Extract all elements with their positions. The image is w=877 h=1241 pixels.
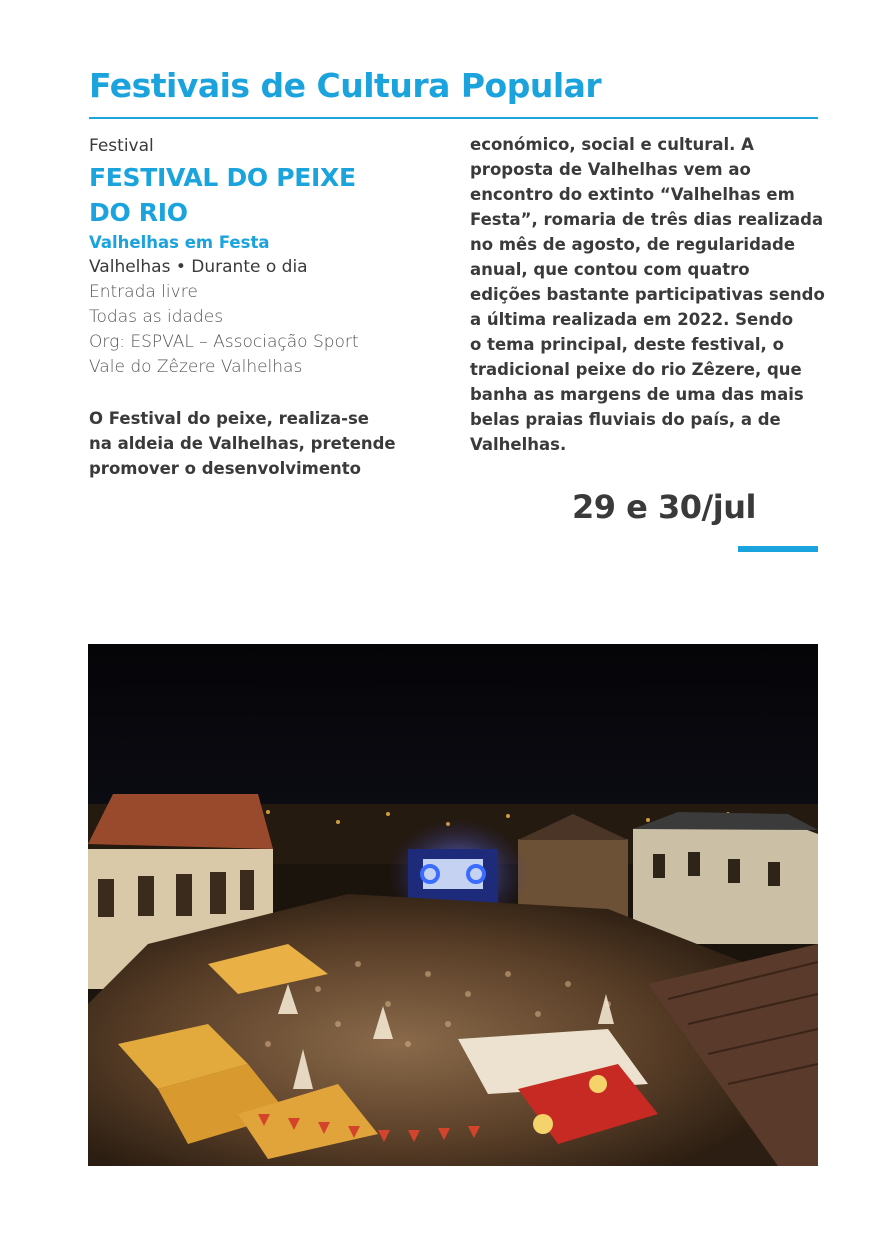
event-organizer-line-1: Org: ESPVAL – Associação Sport	[89, 332, 359, 352]
date-accent-bar	[738, 546, 818, 552]
title-divider	[89, 117, 818, 119]
event-subtitle: Valhelhas em Festa	[89, 233, 270, 252]
event-title-line-1: FESTIVAL DO PEIXE	[89, 163, 356, 192]
event-description-part-1: O Festival do peixe, realiza-se na aldeia de Valhelhas, pretende promover o desenvolvimento	[89, 409, 396, 478]
event-ages: Todas as idades	[89, 307, 224, 327]
event-entry: Entrada livre	[89, 282, 198, 302]
section-title: Festivais de Cultura Popular	[89, 66, 602, 105]
event-date: 29 e 30/jul	[572, 488, 756, 526]
event-category: Festival	[89, 136, 154, 156]
event-title-line-2: DO RIO	[89, 198, 188, 227]
festival-night-photo	[88, 644, 818, 1166]
event-location-time: Valhelhas • Durante o dia	[89, 257, 308, 277]
event-info-column	[89, 134, 429, 481]
event-description-part-2: económico, social e cultural. A proposta de Valhelhas vem ao encontro do extinto “Valhelhas em Festa”, romaria de três dias realizada no mês de agosto, de regularidade anual, que contou com quatro edições bastante participativas sendo a última realizada em 2022. Sendo o tema principal, deste festival, o tradicional peixe do rio Zêzere, que banha as margens de uma das mais belas praias fluviais do país, a de Valhelhas.	[470, 135, 825, 454]
event-description-column	[470, 132, 830, 457]
event-organizer-line-2: Vale do Zêzere Valhelhas	[89, 357, 303, 377]
event-title	[89, 160, 429, 230]
